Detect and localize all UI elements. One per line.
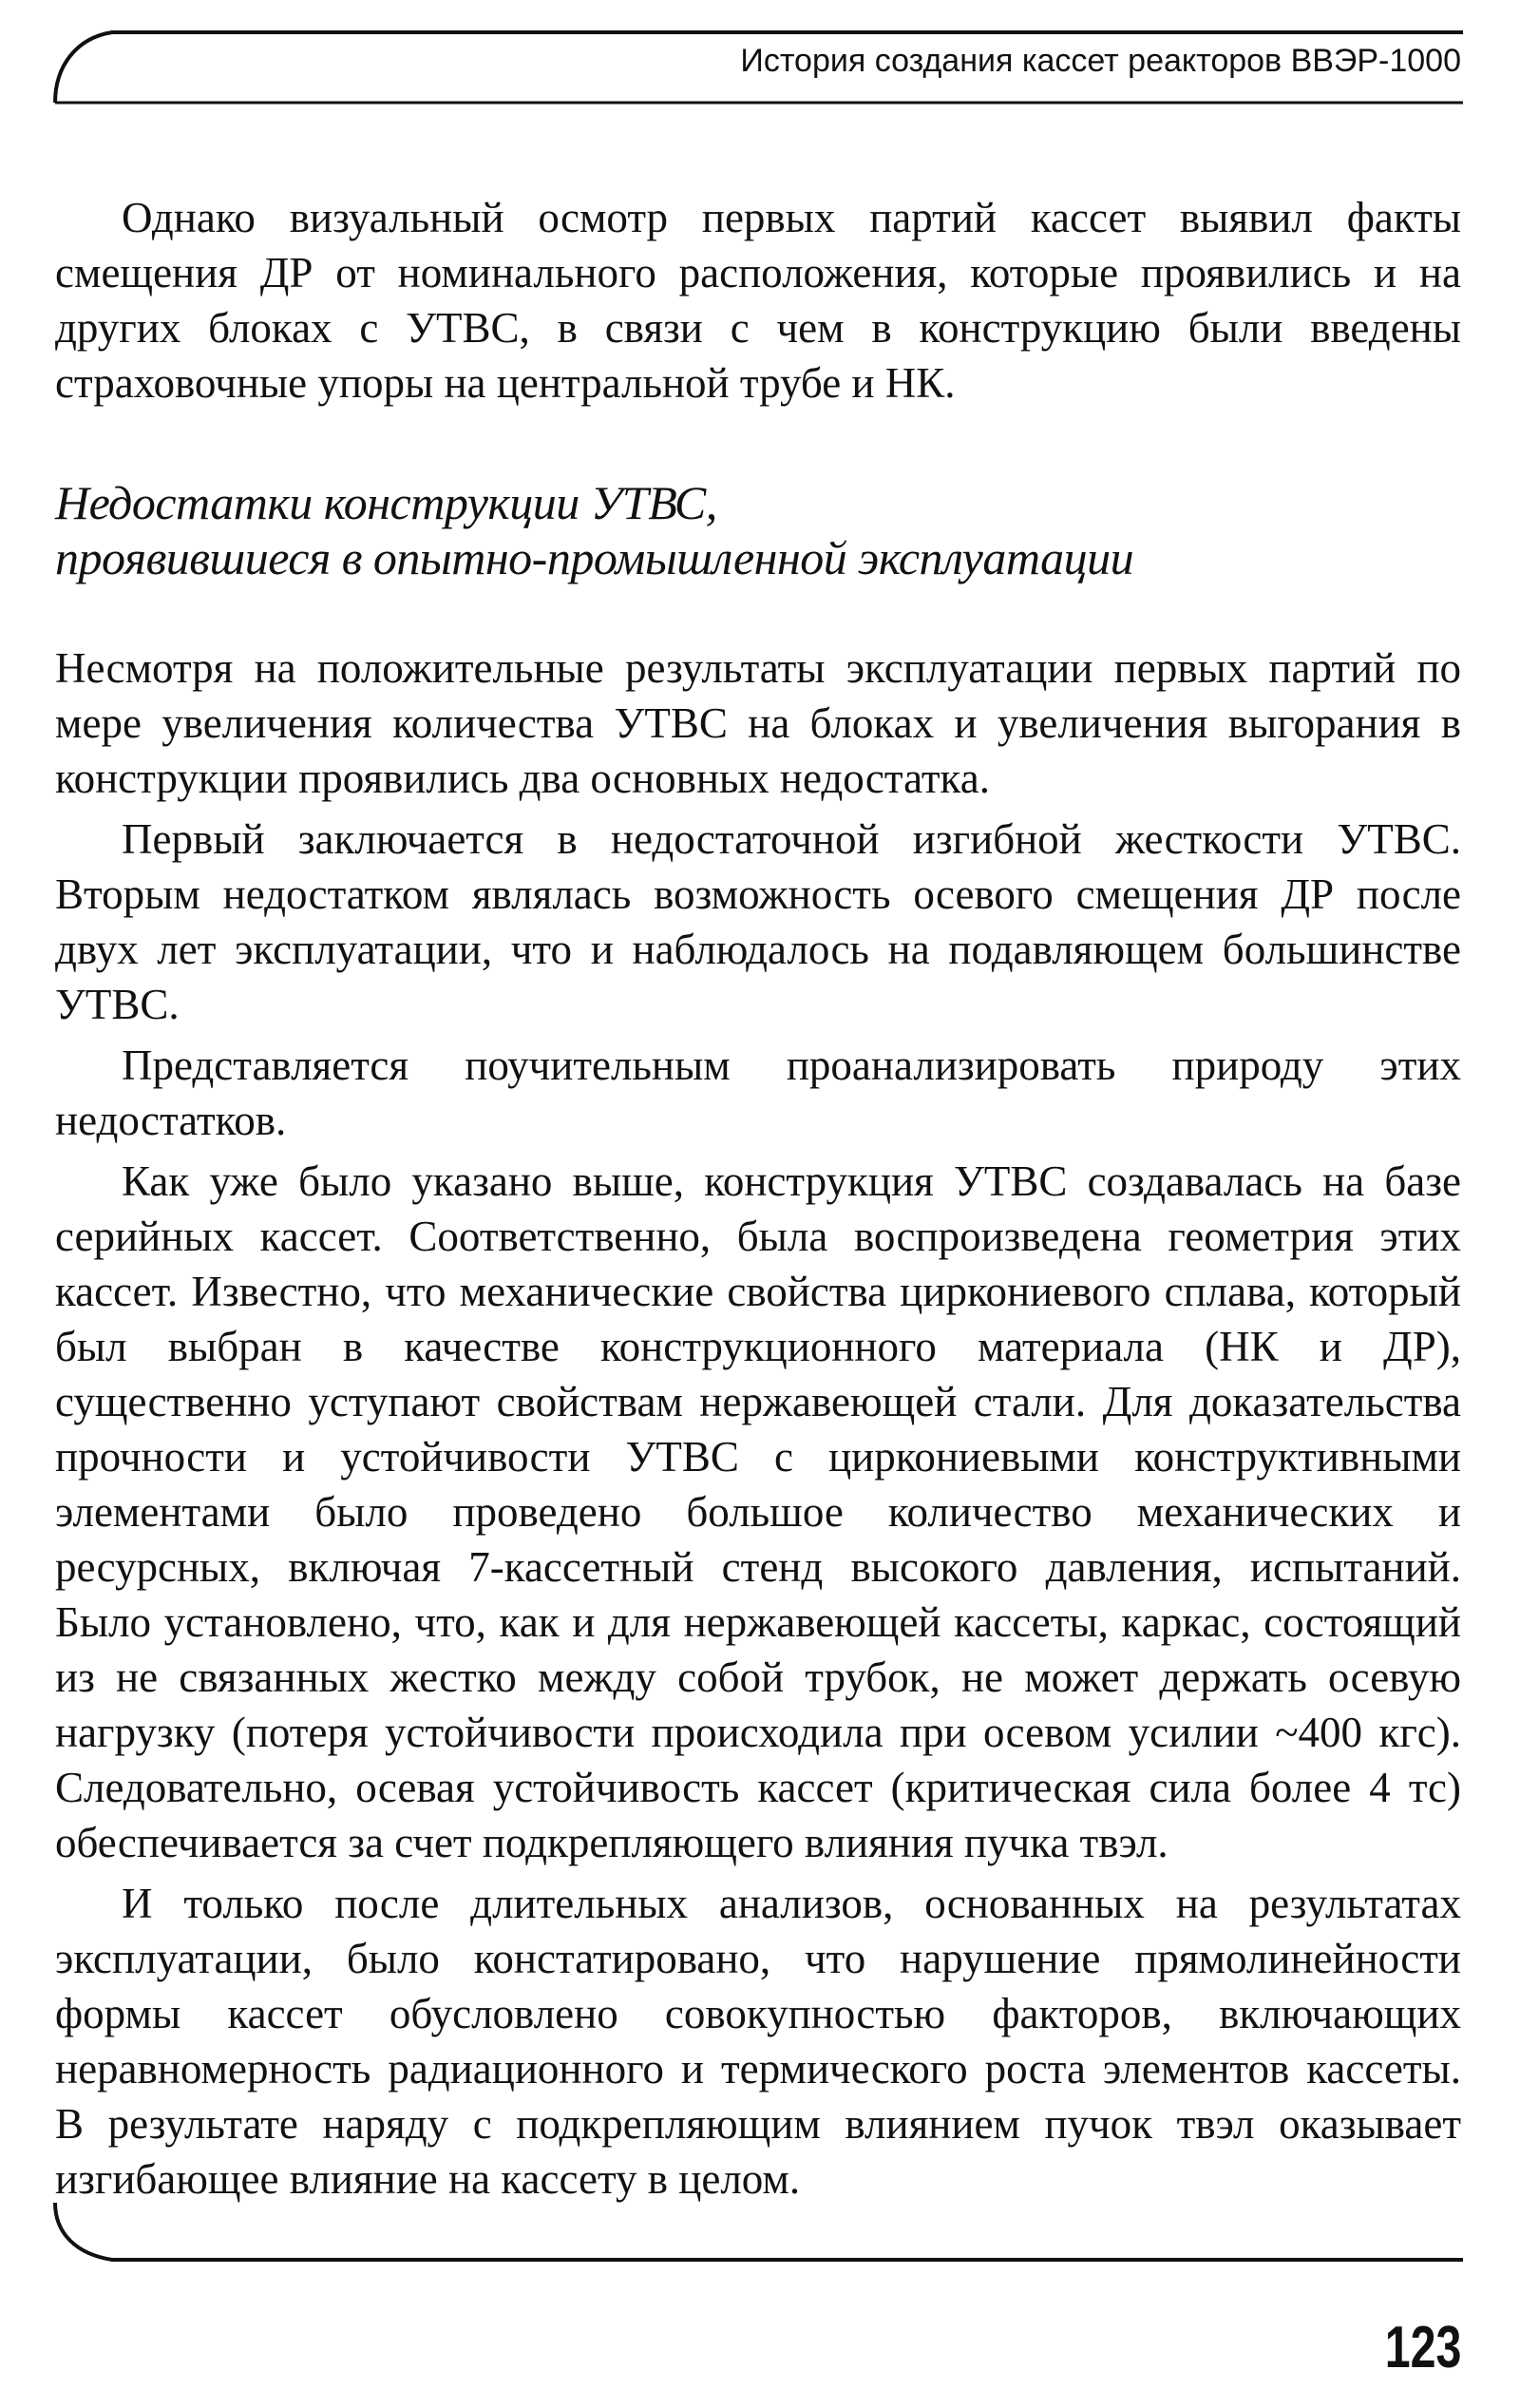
body-paragraph-4: Как уже было указано выше, конструкция УТВС создавалась на базе серийных кассет. Соответственно, была воспроизведена геометрия этих кассет. Известно, что механические свойства циркониевого сплава, который был выбран в качестве конструкционного материала (НК и ДР), существенно уступают свойствам нержавеющей стали. Для доказательства прочности и устойчивости УТВС с циркониевыми конструктивными элементами было проведено большое количество механических и ресурсных, включая 7-кассетный стенд высокого давления, испытаний. Было установлено, что, как и для нержавеющей кассеты, каркас, состоящий из не связанных жестко между собой трубок, не может держать осевую нагрузку (потеря устойчивости происходила при осевом усилии ~400 кгс). Следовательно, осевая устойчивость кассет (критическая сила более 4 тс) обеспечивается за счет подкрепляющего влияния пучка твэл. <box>55 1157 1461 1866</box>
body-paragraph-2: Первый заключается в недостаточной изгибной жесткости УТВС. Вторым недостатком являлась возможность осевого смещения ДР после двух лет эксплуатации, что и наблюдалось на подавляющем большинстве УТВС. <box>55 815 1461 1028</box>
intro-paragraph: Однако визуальный осмотр первых партий кассет выявил факты смещения ДР от номинального расположения, которые проявились и на других блоках с УТВС, в связи с чем в конструкцию были введены страховочные упоры на центральной трубе и НК. <box>55 194 1461 407</box>
footer-rule <box>55 2203 1463 2260</box>
section-heading <box>55 475 1461 585</box>
section-heading-line-2: проявившиеся в опытно-промышленной эксплуатации <box>55 531 1134 584</box>
page-number: 123 <box>1384 2315 1461 2380</box>
body-paragraph-1: Несмотря на положительные результаты эксплуатации первых партий по мере увеличения количества УТВС на блоках и увеличения выгорания в конструкции проявились два основных недостатка. <box>55 644 1461 802</box>
page-content <box>55 190 1461 2207</box>
body-paragraph-5: И только после длительных анализов, основанных на результатах эксплуатации, было констатировано, что нарушение прямолинейности формы кассет обусловлено совокупностью факторов, включающих неравномерность радиационного и термического роста элементов кассеты. В результате наряду с подкрепляющим влиянием пучок твэл оказывает изгибающее влияние на кассету в целом. <box>55 1880 1461 2203</box>
section-heading-line-1: Недостатки конструкции УТВС, <box>55 476 717 529</box>
running-header: История создания кассет реакторов ВВЭР-1000 <box>740 43 1461 79</box>
body-paragraph-3: Представляется поучительным проанализировать природу этих недостатков. <box>55 1042 1461 1144</box>
